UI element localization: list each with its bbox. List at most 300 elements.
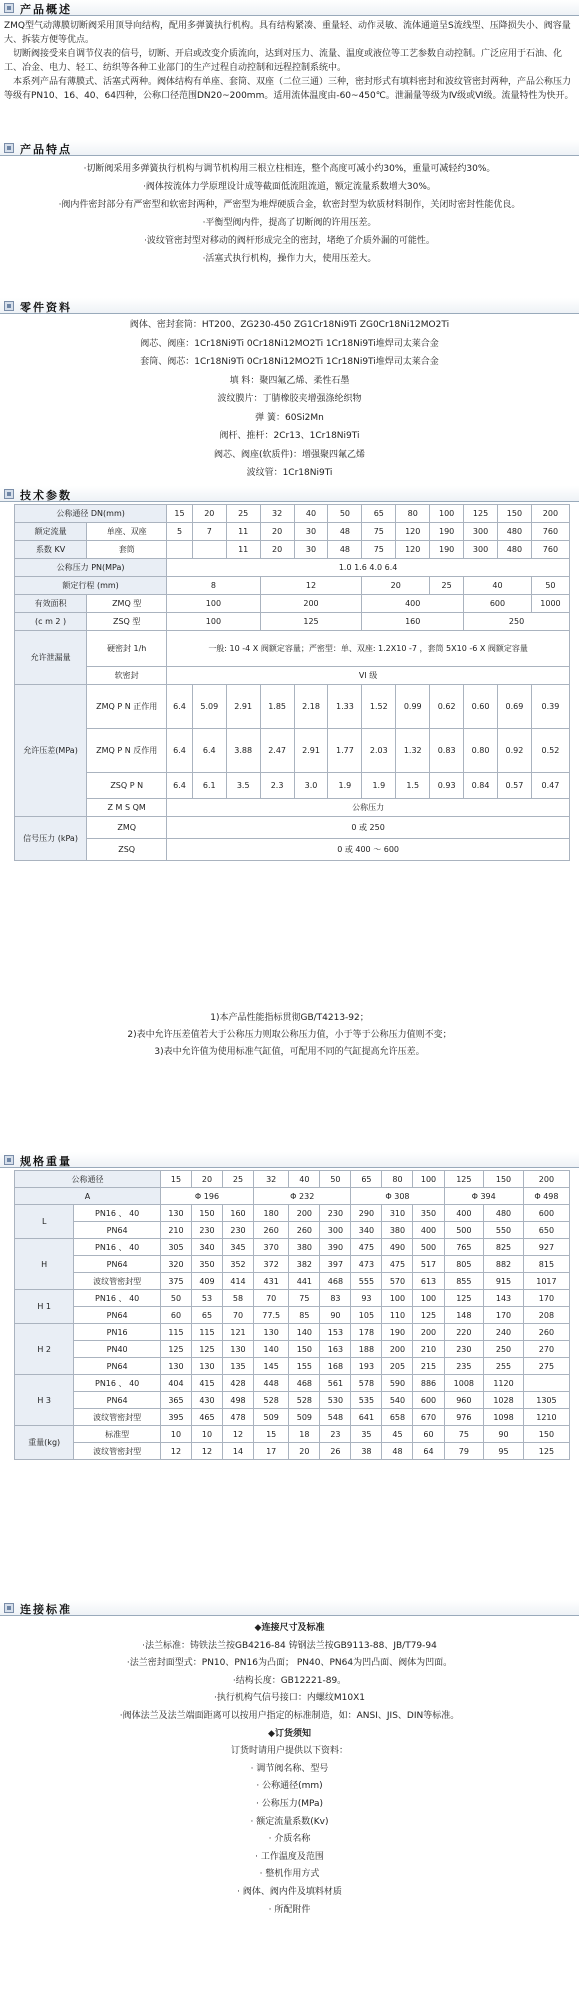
table-cell: 1028 (484, 1392, 524, 1409)
table-cell: 15 (160, 1171, 191, 1188)
table-cell: 825 (484, 1239, 524, 1256)
table-cell: 200 (523, 1171, 569, 1188)
order-item: · 调节阀名称、型号 (250, 1763, 329, 1774)
table-cell: 468 (320, 1273, 351, 1290)
table-cell: 2.18 (294, 685, 328, 729)
table-cell: 波纹管密封型 (74, 1409, 161, 1426)
table-cell: 90 (320, 1307, 351, 1324)
table-cell: 75 (362, 523, 396, 541)
table-cell: 517 (413, 1256, 444, 1273)
table-cell: 115 (160, 1324, 191, 1341)
table-cell: 180 (254, 1205, 289, 1222)
table-cell: 125 (160, 1341, 191, 1358)
table-cell: 190 (430, 523, 464, 541)
table-cell: 140 (254, 1341, 289, 1358)
features-list (0, 160, 579, 268)
table-cell: 441 (289, 1273, 320, 1290)
table-cell: PN16 (74, 1324, 161, 1341)
table-cell: 380 (289, 1239, 320, 1256)
table-cell: H 2 (15, 1324, 74, 1375)
table-cell: 855 (444, 1273, 484, 1290)
table-cell: 6.1 (192, 773, 226, 799)
table-cell: 125 (191, 1341, 222, 1358)
table-cell: 320 (160, 1256, 191, 1273)
table-cell: 528 (254, 1392, 289, 1409)
conn-header (0, 1600, 579, 1616)
table-cell: 658 (382, 1409, 413, 1426)
table-cell: 45 (382, 1426, 413, 1443)
table-cell: 260 (254, 1222, 289, 1239)
table-cell: 0 或 400 ～ 600 (167, 839, 570, 861)
table-cell: 415 (191, 1375, 222, 1392)
feature-item: ·波纹管密封型对移动的阀杆形成完全的密封，堵绝了介质外漏的可能性。 (144, 236, 435, 246)
table-cell: 350 (413, 1205, 444, 1222)
overview-p2: 切断阀接受来自调节仪表的信号，切断、开启或改变介质流向，达到对压力、流量、温度或液位等工艺参数自动控制。广泛应用于石油、化工、冶金、电力、轻工、纺织等各种工业部门的生产过程自动控制和远程控制系统中。 (4, 49, 563, 73)
table-cell: 1.0 1.6 4.0 6.4 (167, 559, 570, 577)
table-cell: 120 (396, 523, 430, 541)
table-cell: 125 (413, 1307, 444, 1324)
table-cell: 305 (160, 1239, 191, 1256)
order-intro: 订货时请用户提供以下资料： (230, 1746, 348, 1757)
table-cell: Φ 232 (254, 1188, 351, 1205)
table-cell: 5 (167, 523, 193, 541)
table-row (15, 685, 570, 729)
table-cell: 0.93 (430, 773, 464, 799)
table-cell: 3.88 (226, 729, 260, 773)
section-icon (4, 1155, 14, 1165)
table-cell: 200 (382, 1341, 413, 1358)
table-cell: 210 (160, 1222, 191, 1239)
table-cell: 53 (191, 1290, 222, 1307)
table-cell: 500 (444, 1222, 484, 1239)
table-cell: 公称通径 (15, 1171, 161, 1188)
table-cell: 12 (160, 1443, 191, 1460)
table-cell: 2.47 (260, 729, 294, 773)
table-cell: 110 (382, 1307, 413, 1324)
table-cell: PN64 (74, 1392, 161, 1409)
table-cell: 613 (413, 1273, 444, 1290)
table-cell: 235 (444, 1358, 484, 1375)
table-cell: 1.33 (328, 685, 362, 729)
table-cell: 540 (382, 1392, 413, 1409)
order-item: · 工作温度及范围 (255, 1851, 324, 1862)
table-cell: 35 (351, 1426, 382, 1443)
table-cell: 148 (444, 1307, 484, 1324)
table-cell: 300 (464, 541, 498, 559)
table-cell: 509 (289, 1409, 320, 1426)
table-cell: (c m 2 ) (15, 613, 87, 631)
table-cell: 1.52 (362, 685, 396, 729)
table-cell: 105 (351, 1307, 382, 1324)
table-cell: 3.0 (294, 773, 328, 799)
table-cell: 480 (497, 523, 531, 541)
table-cell: 100 (382, 1290, 413, 1307)
table-cell: 240 (484, 1324, 524, 1341)
order-item: · 阀体、阀内件及填料材质 (237, 1886, 342, 1897)
table-cell: 475 (382, 1256, 413, 1273)
table-cell: 23 (320, 1426, 351, 1443)
table-cell: 6.4 (167, 773, 193, 799)
order-item: · 额定流量系数(Kv) (250, 1816, 329, 1827)
table-cell: 1.32 (396, 729, 430, 773)
table-cell: 0.60 (464, 685, 498, 729)
table-cell: 200 (531, 505, 569, 523)
tech-note: 3)表中允许值为使用标准气缸值，可配用不同的气缸提高允许压差。 (154, 1047, 425, 1057)
table-cell: 760 (531, 523, 569, 541)
tech-notes (0, 1010, 579, 1061)
table-cell: 2.3 (260, 773, 294, 799)
table-cell: 160 (362, 613, 464, 631)
table-cell: 6.4 (167, 685, 193, 729)
table-cell: 额定流量 (15, 523, 87, 541)
table-cell: 允许泄漏量 (15, 631, 87, 685)
table-cell (167, 541, 193, 559)
table-cell: 70 (223, 1307, 254, 1324)
table-cell: 80 (382, 1171, 413, 1188)
overview-title: 产品概述 (20, 3, 72, 16)
table-cell: 550 (484, 1222, 524, 1239)
table-cell: 290 (351, 1205, 382, 1222)
table-row (15, 799, 570, 817)
table-cell: 10 (191, 1426, 222, 1443)
table-cell: 270 (523, 1341, 569, 1358)
weight-table (14, 1170, 570, 1460)
table-cell: 公称压力 PN(MPa) (15, 559, 167, 577)
table-cell: 404 (160, 1375, 191, 1392)
table-cell: 275 (523, 1358, 569, 1375)
table-cell: 0.92 (497, 729, 531, 773)
table-cell: 155 (289, 1358, 320, 1375)
tech-table (14, 504, 570, 861)
table-cell: PN64 (74, 1358, 161, 1375)
table-cell: 0.99 (396, 685, 430, 729)
overview-p1: ZMQ型气动薄膜切断阀采用顶导向结构，配用多弹簧执行机构。具有结构紧凑、重量轻、动作灵敏、流体通道呈S流线型、压降损失小、阀容量大、拆装方便等优点。 (4, 21, 571, 45)
table-cell: PN16 、 40 (74, 1290, 161, 1307)
table-cell: 允许压差(MPa) (15, 685, 87, 817)
table-cell: 90 (484, 1426, 524, 1443)
table-cell: 1120 (484, 1375, 524, 1392)
order-item: · 整机作用方式 (259, 1869, 320, 1880)
table-cell: 310 (382, 1205, 413, 1222)
table-cell: 530 (320, 1392, 351, 1409)
table-row (15, 1171, 570, 1188)
table-cell: 2.91 (226, 685, 260, 729)
table-cell: 300 (320, 1222, 351, 1239)
table-cell: 15 (167, 505, 193, 523)
table-cell: 2.91 (294, 729, 328, 773)
table-cell: 168 (320, 1358, 351, 1375)
table-cell: 145 (254, 1358, 289, 1375)
table-cell: 48 (382, 1443, 413, 1460)
table-cell: 6.4 (167, 729, 193, 773)
table-row (15, 1307, 570, 1324)
table-cell: 555 (351, 1273, 382, 1290)
table-row (15, 1409, 570, 1426)
table-cell: 120 (396, 541, 430, 559)
table-cell: 528 (289, 1392, 320, 1409)
table-cell: 230 (320, 1205, 351, 1222)
order-item: · 所配附件 (268, 1904, 311, 1915)
table-cell: 波纹管密封型 (74, 1273, 161, 1290)
table-cell: 125 (260, 613, 362, 631)
table-cell: 670 (413, 1409, 444, 1426)
table-cell: 1.77 (328, 729, 362, 773)
table-row (15, 1358, 570, 1375)
table-cell: 0.84 (464, 773, 498, 799)
table-cell: 340 (351, 1222, 382, 1239)
table-cell: 130 (223, 1341, 254, 1358)
table-cell: 590 (382, 1375, 413, 1392)
table-cell: 30 (294, 541, 328, 559)
table-cell: 2.03 (362, 729, 396, 773)
table-cell: 535 (351, 1392, 382, 1409)
table-cell: 130 (191, 1358, 222, 1375)
table-cell: 882 (484, 1256, 524, 1273)
table-cell: 200 (260, 595, 362, 613)
conn-title: 连接标准 (20, 1603, 72, 1616)
table-cell: 400 (362, 595, 464, 613)
table-cell: 1008 (444, 1375, 484, 1392)
table-cell: 150 (497, 505, 531, 523)
feature-item: ·阀体按流体力学原理设计成等截面低流阻流道，额定流量系数增大30%。 (143, 182, 436, 192)
table-cell (192, 541, 226, 559)
table-cell: 3.5 (226, 773, 260, 799)
table-cell: 498 (223, 1392, 254, 1409)
table-cell: 1.5 (396, 773, 430, 799)
part-item: 填 料：聚四氟乙烯、柔性石墨 (229, 375, 350, 386)
table-row (15, 1256, 570, 1273)
parts-header (0, 298, 579, 314)
table-cell: 478 (223, 1409, 254, 1426)
table-cell: 468 (289, 1375, 320, 1392)
table-cell: 260 (289, 1222, 320, 1239)
table-cell: 17 (254, 1443, 289, 1460)
conn-item: ·法兰标准：铸铁法兰按GB4216-84 铸钢法兰按GB9113-88、JB/T79-94 (142, 1640, 437, 1651)
table-cell: 395 (160, 1409, 191, 1426)
table-cell: 143 (484, 1290, 524, 1307)
weight-title: 规格重量 (20, 1155, 72, 1168)
table-cell: 473 (351, 1256, 382, 1273)
table-cell: 1098 (484, 1409, 524, 1426)
table-cell: 976 (444, 1409, 484, 1426)
table-cell: Φ 498 (523, 1188, 569, 1205)
table-cell: 250 (484, 1341, 524, 1358)
table-cell: 25 (430, 577, 464, 595)
parts-list (0, 316, 579, 483)
conn-heading: ◆连接尺寸及标准 (254, 1623, 325, 1633)
table-cell: 32 (260, 505, 294, 523)
table-cell: 26 (320, 1443, 351, 1460)
table-cell: 125 (523, 1443, 569, 1460)
table-cell: 115 (191, 1324, 222, 1341)
table-cell: VI 级 (167, 667, 570, 685)
table-cell: 130 (160, 1358, 191, 1375)
table-cell: 760 (531, 541, 569, 559)
table-cell: 40 (464, 577, 532, 595)
table-cell: PN64 (74, 1307, 161, 1324)
table-cell: 0.52 (531, 729, 569, 773)
table-cell: 75 (289, 1290, 320, 1307)
part-item: 阀芯、阀座(软质件)：增强聚四氟乙烯 (213, 449, 366, 460)
table-cell: 1305 (523, 1392, 569, 1409)
table-cell: 886 (413, 1375, 444, 1392)
table-cell: 190 (430, 541, 464, 559)
tech-note: 2)表中允许压差值若大于公称压力则取公称压力值，小于等于公称压力值则不变； (127, 1030, 452, 1040)
order-heading: ◆订货须知 (268, 1728, 311, 1739)
table-cell: 431 (254, 1273, 289, 1290)
feature-item: ·阀内件密封部分有严密型和软密封两种，严密型为堆焊硬质合金，软密封型为软质材料制作，关闭时密封性能优良。 (58, 200, 521, 210)
section-icon (4, 3, 14, 13)
table-cell: 25 (226, 505, 260, 523)
table-cell: 12 (191, 1443, 222, 1460)
table-cell: 414 (223, 1273, 254, 1290)
table-row (15, 595, 570, 613)
table-cell: 765 (444, 1239, 484, 1256)
features-title: 产品特点 (20, 143, 72, 156)
table-cell: 0.39 (531, 685, 569, 729)
table-cell: 125 (444, 1171, 484, 1188)
table-cell: 14 (223, 1443, 254, 1460)
table-cell: 系数 KV (15, 541, 87, 559)
table-cell: 79 (444, 1443, 484, 1460)
table-cell: 641 (351, 1409, 382, 1426)
table-cell: 205 (382, 1358, 413, 1375)
table-cell: 50 (320, 1171, 351, 1188)
table-cell: 100 (167, 595, 260, 613)
table-cell: 372 (254, 1256, 289, 1273)
conn-item: ·执行机构气信号接口：内螺纹M10X1 (214, 1693, 365, 1704)
order-item: · 介质名称 (268, 1834, 311, 1845)
table-cell: 100 (430, 505, 464, 523)
table-row (15, 1205, 570, 1222)
table-cell: 40 (289, 1171, 320, 1188)
table-cell: 15 (254, 1426, 289, 1443)
table-cell: ZSQ P N (87, 773, 167, 799)
table-cell: PN16 、 40 (74, 1375, 161, 1392)
table-cell: 65 (362, 505, 396, 523)
table-cell: 85 (289, 1307, 320, 1324)
table-cell: 570 (382, 1273, 413, 1290)
overview-text (4, 19, 576, 103)
table-cell: 0.57 (497, 773, 531, 799)
table-cell: 8 (167, 577, 260, 595)
table-cell: 1.9 (328, 773, 362, 799)
part-item: 弹 簧：60Si2Mn (255, 412, 324, 423)
table-cell: ZSQ (87, 839, 167, 861)
table-cell: Φ 196 (160, 1188, 253, 1205)
table-cell: 250 (464, 613, 570, 631)
table-cell: 480 (484, 1205, 524, 1222)
table-cell: 6.4 (192, 729, 226, 773)
table-cell: 0.80 (464, 729, 498, 773)
tech-note: 1)本产品性能指标贯彻GB/T4213-92； (210, 1013, 369, 1023)
table-cell: 100 (413, 1290, 444, 1307)
table-cell: Φ 394 (444, 1188, 523, 1205)
table-cell: 375 (160, 1273, 191, 1290)
table-cell: 80 (396, 505, 430, 523)
feature-item: ·活塞式执行机构，操作力大，使用压差大。 (202, 254, 377, 264)
table-cell: 38 (351, 1443, 382, 1460)
table-cell: 25 (223, 1171, 254, 1188)
table-cell: ZMQ P N 正作用 (87, 685, 167, 729)
table-cell: 20 (192, 505, 226, 523)
table-cell: ZMQ (87, 817, 167, 839)
feature-item: ·切断阀采用多弹簧执行机构与调节机构用三根立柱相连，整个高度可减小约30%，重量可减轻约30%。 (83, 164, 496, 174)
table-cell: 70 (254, 1290, 289, 1307)
table-cell: 11 (226, 541, 260, 559)
table-cell: 135 (223, 1358, 254, 1375)
table-cell: 重量(kg) (15, 1426, 74, 1460)
table-cell: 397 (320, 1256, 351, 1273)
table-cell: 960 (444, 1392, 484, 1409)
table-cell: 0.83 (430, 729, 464, 773)
table-row (15, 631, 570, 667)
table-cell: 548 (320, 1409, 351, 1426)
table-row (15, 1392, 570, 1409)
table-cell: 130 (160, 1205, 191, 1222)
table-cell: 150 (484, 1171, 524, 1188)
table-cell: 10 (160, 1426, 191, 1443)
overview-p3: 本系列产品有薄膜式、活塞式两种。阀体结构有单座、套筒、双座（二位三通）三种，密封形式有填料密封和波纹管密封两种，产品公称压力等级有PN10、16、40、64四种，公称口径范围DN20~200mm。适用流体温度由-60~450℃。泄漏量等级为Ⅳ级或Ⅵ级。流量特性为快开。 (4, 77, 574, 101)
table-cell: 1017 (523, 1273, 569, 1290)
table-row (15, 577, 570, 595)
table-cell: 11 (226, 523, 260, 541)
section-icon (4, 301, 14, 311)
table-cell: 32 (254, 1171, 289, 1188)
table-cell: 标准型 (74, 1426, 161, 1443)
table-row (15, 1290, 570, 1307)
table-cell: 58 (223, 1290, 254, 1307)
overview-header (0, 0, 579, 16)
table-cell: H 1 (15, 1290, 74, 1324)
table-cell: 140 (289, 1324, 320, 1341)
table-cell: 95 (484, 1443, 524, 1460)
table-cell: 215 (413, 1358, 444, 1375)
table-cell: 255 (484, 1358, 524, 1375)
table-cell: 208 (523, 1307, 569, 1324)
table-cell: 125 (464, 505, 498, 523)
table-row (15, 541, 570, 559)
features-header (0, 140, 579, 156)
table-cell: 100 (413, 1171, 444, 1188)
table-row (15, 667, 570, 685)
table-cell: 50 (160, 1290, 191, 1307)
table-cell: 805 (444, 1256, 484, 1273)
table-cell: 150 (191, 1205, 222, 1222)
table-cell: 0.69 (497, 685, 531, 729)
table-cell: 927 (523, 1239, 569, 1256)
table-cell: Z M S QM (87, 799, 167, 817)
table-cell: 340 (191, 1239, 222, 1256)
table-cell: 300 (464, 523, 498, 541)
table-cell: 475 (351, 1239, 382, 1256)
table-cell: 380 (382, 1222, 413, 1239)
table-row (15, 1324, 570, 1341)
table-cell: 1000 (531, 595, 569, 613)
table-cell: 公称压力 (167, 799, 570, 817)
table-cell: 有效面积 (15, 595, 87, 613)
conn-item: ·阀体法兰及法兰端面距离可以按用户指定的标准制造，如：ANSI、JIS、DIN等标准。 (119, 1710, 460, 1721)
table-cell: 210 (413, 1341, 444, 1358)
part-item: 阀体、密封套筒：HT200、ZG230-450 ZG1Cr18Ni9Ti ZG0Cr18Ni12MO2Ti (129, 320, 450, 330)
table-cell: 1.85 (260, 685, 294, 729)
table-cell: ZMQ 型 (87, 595, 167, 613)
conn-item: ·结构长度：GB12221-89。 (232, 1675, 347, 1686)
table-row (15, 505, 570, 523)
table-row (15, 1341, 570, 1358)
table-cell: 1.9 (362, 773, 396, 799)
table-cell: 额定行程 (mm) (15, 577, 167, 595)
